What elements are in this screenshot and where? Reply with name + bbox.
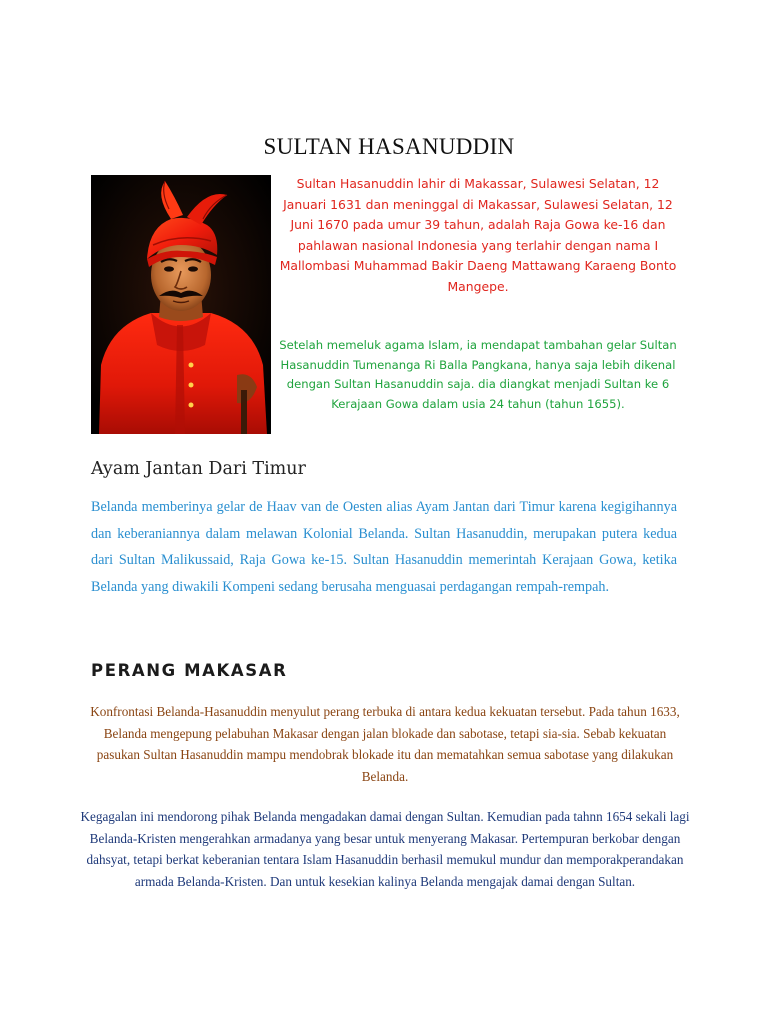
perang-paragraph-2: Kegagalan ini mendorong pihak Belanda mengadakan damai dengan Sultan. Kemudian pada tahnn 1654 sekali lagi Belanda-Kristen mengerahkan armadanya yang besar untuk menyerang Makasar. Pertempuran berkobar dengan dahsyat, tetapi berkat keberanian tentara Islam Hasanuddin berhasil memukul mundur dan memporakperandakan armada Belanda-Kristen. Dan untuk kesekian kalinya Belanda mengajak damai dengan Sultan. [80,809,690,889]
portrait-image [91,175,271,434]
section-heading-perang-makasar: PERANG MAKASAR [91,661,288,680]
section-paragraph-ayam-jantan: Belanda memberinya gelar de Haav van de Oesten alias Ayam Jantan dari Timur karena kegigihannya dan keberaniannya dalam melawan Kolonial Belanda. Sultan Hasanuddin, merupakan putera kedua dari Sultan Malikussaid, Raja Gowa ke-15. Sultan Hasanuddin memerintah Kerajaan Gowa, ketika Belanda yang diwakili Kompeni sedang berusaha menguasai perdagangan rempah-rempah. [91,499,677,595]
page-title: SULTAN HASANUDDIN [263,134,515,159]
portrait-illustration [91,175,271,434]
section-heading-ayam-jantan: Ayam Jantan Dari Timur [91,459,306,479]
perang-paragraph-1: Konfrontasi Belanda-Hasanuddin menyulut perang terbuka di antara kedua kekuatan tersebut. Pada tahun 1633, Belanda mengepung pelabuhan Makasar dengan jalan blokade dan sabotase, tetapi sia-sia. Sebab kekuatan pasukan Sultan Hasanuddin mampu mendobrak blokade itu dan mematahkan semua sabotase yang dilakukan Belanda. [90,704,680,784]
intro-paragraph-red: Sultan Hasanuddin lahir di Makassar, Sulawesi Selatan, 12 Januari 1631 dan meninggal di Makassar, Sulawesi Selatan, 12 Juni 1670 pada umur 39 tahun, adalah Raja Gowa ke-16 dan pahlawan nasional Indonesia yang terlahir dengan nama I Mallombasi Muhammad Bakir Daeng Mattawang Karaeng Bonto Mangepe. [279,176,677,294]
intro-paragraph-green: Setelah memeluk agama Islam, ia mendapat tambahan gelar Sultan Hasanuddin Tumenanga Ri Balla Pangkana, hanya saja lebih dikenal dengan Sultan Hasanuddin saja. dia diangkat menjadi Sultan ke 6 Kerajaan Gowa dalam usia 24 tahun (tahun 1655). [279,338,677,411]
